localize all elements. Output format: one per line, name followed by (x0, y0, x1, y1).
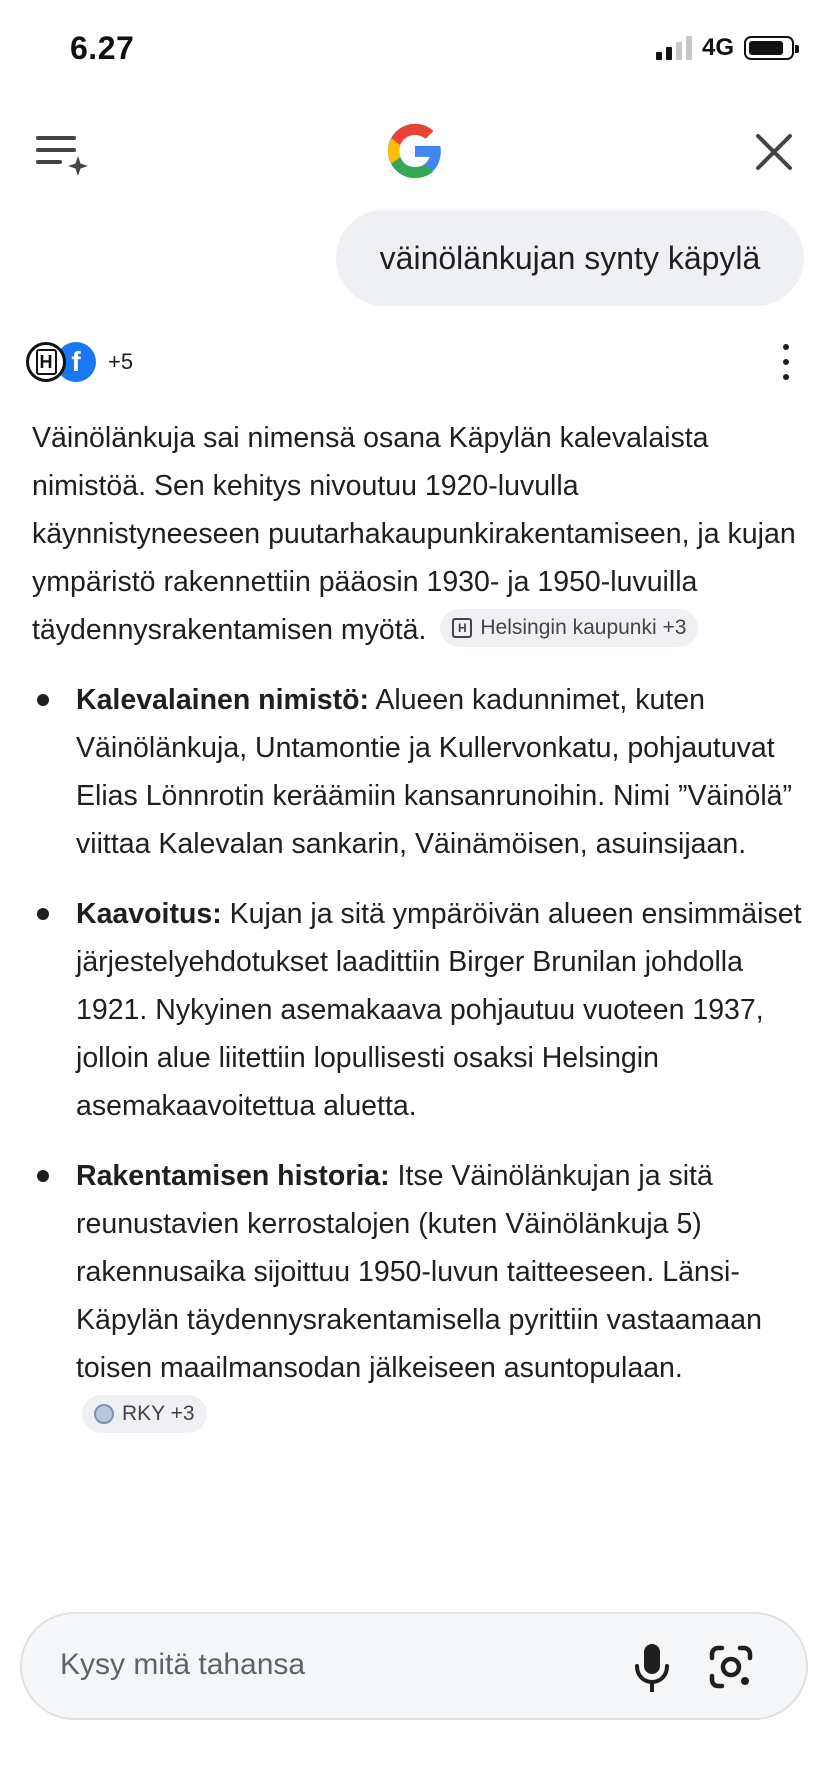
list-item (32, 890, 802, 1130)
battery-icon (744, 36, 794, 60)
facebook-source-icon: f (56, 342, 96, 382)
answer-intro-text: Väinölänkuja sai nimensä osana Käpylän kalevalaista nimistöä. Sen kehitys nivoutuu 1920-luvulla käynnistyneeseen puutarhakaupunkirakentamiseen, ja kujan ympäristö rakennettiin pääosin 1930- ja 1950-luvuilla täydennysrakentamisen myötä. (32, 422, 796, 646)
list-item (32, 676, 802, 868)
bullet-title: Rakentamisen historia: (76, 1160, 390, 1192)
more-sources-count: +5 (108, 349, 134, 374)
bullet-title: Kaavoitus: (76, 898, 222, 930)
status-indicators (656, 34, 794, 62)
microphone-icon[interactable] (632, 1642, 672, 1694)
answer-intro (32, 414, 802, 654)
signal-strength-icon (656, 36, 692, 60)
bullet-text: Alueen kadunnimet, kuten Väinölänkuja, Untamontie ja Kullervonkatu, pohjautuvat Elias Lönnrotin keräämiin kansanrunoihin. Nimi ”Väinölä” viittaa Kalevalan sankarin, Väinämöisen, asuinsijaan. (76, 684, 793, 860)
source-chip-label: RKY +3 (122, 1402, 195, 1426)
google-g-logo (384, 120, 446, 182)
bullet-title: Kalevalainen nimistö: (76, 684, 370, 716)
globe-icon (94, 1404, 114, 1424)
network-type: 4G (701, 34, 734, 61)
close-icon[interactable] (754, 132, 794, 172)
ai-answer (32, 414, 802, 1440)
source-chip-rky[interactable] (82, 1395, 207, 1433)
answer-bullets (32, 676, 802, 1440)
list-item (32, 1152, 802, 1440)
status-bar (0, 0, 828, 100)
helsinki-source-icon: H (26, 342, 66, 382)
sources-row[interactable] (26, 338, 133, 386)
top-bar (0, 110, 828, 190)
user-query-bubble: väinölänkujan synty käpylä (336, 210, 804, 306)
source-chip-helsinki[interactable] (440, 609, 698, 647)
battery-level (749, 41, 783, 55)
source-chip-label: Helsingin kaupunki +3 (480, 616, 687, 640)
ask-input[interactable] (20, 1612, 808, 1720)
google-lens-icon[interactable] (708, 1644, 754, 1690)
history-sparkle-icon[interactable] (34, 130, 90, 178)
status-time: 6.27 (70, 30, 135, 66)
input-area (0, 1590, 828, 1792)
bullet-text: Itse Väinölänkujan ja sitä reunustavien kerrostalojen (kuten Väinölänkuja 5) rakennusaika sijoittuu 1950-luvun taitteeseen. Länsi-Käpylän täydennysrakentamisella pyrittiin vastaamaan toisen maailmansodan jälkeiseen asuntopulaan. (76, 1160, 762, 1384)
bullet-text: Kujan ja sitä ympäröivän alueen ensimmäiset järjestelyehdotukset laadittiin Birger Brunilan johdolla 1921. Nykyinen asemakaava pohjautuu vuoteen 1937, jolloin alue liitettiin lopullisesti osaksi Helsingin asemakaavoitettua aluetta. (76, 898, 802, 1122)
ask-input-placeholder: Kysy mitä tahansa (60, 1648, 306, 1681)
more-options-icon[interactable] (780, 344, 792, 380)
helsinki-chip-icon: H (452, 618, 472, 638)
